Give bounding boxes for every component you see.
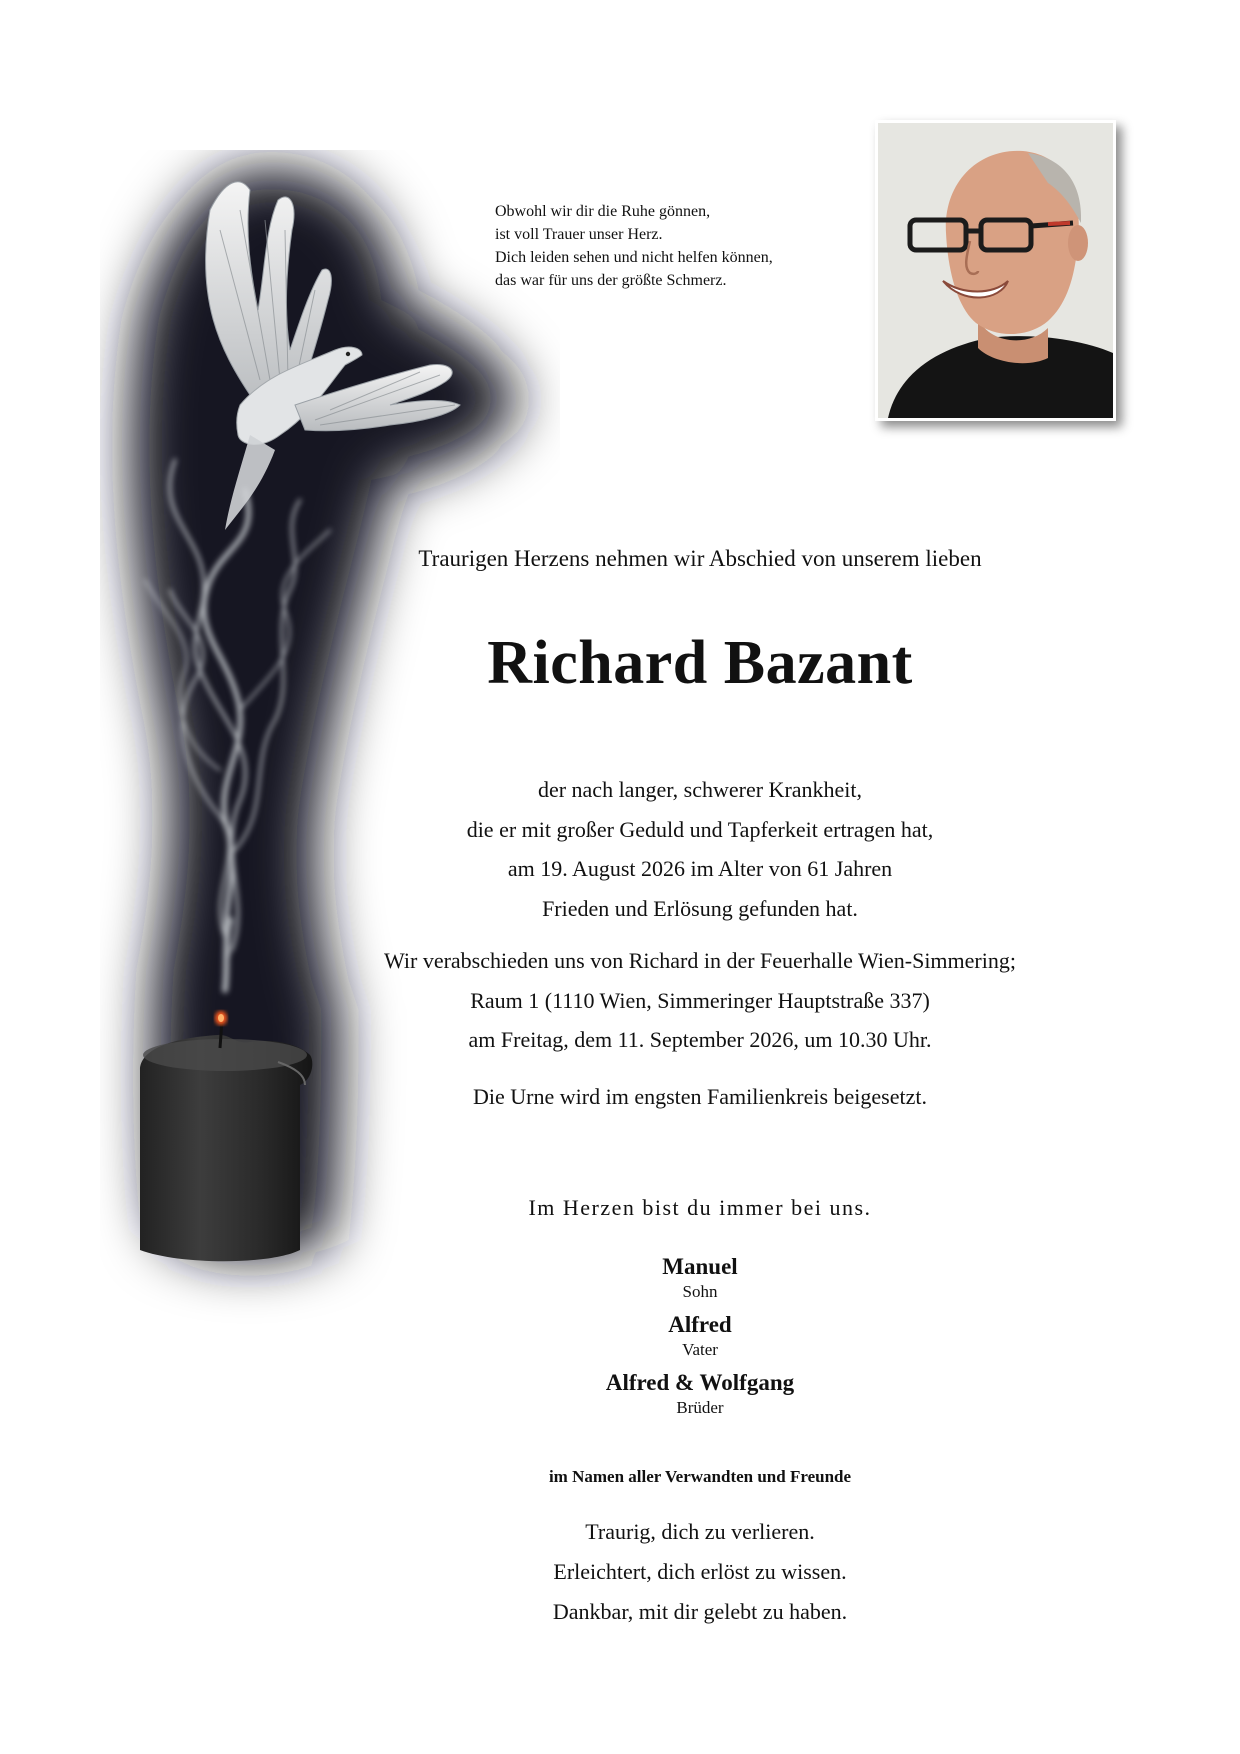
verse-line: ist voll Trauer unser Herz. [495, 226, 663, 243]
member-role: Brüder [676, 1398, 724, 1417]
details-line: am 19. August 2026 im Alter von 61 Jahren [507, 856, 893, 881]
ceremony-info [330, 941, 1070, 1060]
death-details [330, 770, 1070, 928]
intro-text: Traurigen Herzens nehmen wir Abschied von unserem lieben [418, 546, 982, 571]
on-behalf-note: im Namen aller Verwandten und Freunde [548, 1467, 852, 1486]
closing-line: Traurig, dich zu verlieren. [585, 1519, 815, 1544]
deceased-name: Richard Bazant [487, 629, 913, 697]
member-name: Alfred & Wolfgang [605, 1370, 795, 1395]
verse-line: das war für uns der größte Schmerz. [495, 272, 727, 289]
memorial-verse [495, 200, 855, 292]
portrait-photo [875, 120, 1116, 421]
member-name: Manuel [662, 1254, 738, 1279]
details-line: Frieden und Erlösung gefunden hat. [542, 895, 858, 921]
family-member [330, 1253, 1070, 1303]
member-name: Alfred [668, 1312, 732, 1337]
member-role: Sohn [682, 1282, 718, 1301]
closing-verse [330, 1512, 1070, 1632]
family-member [330, 1311, 1070, 1361]
dove-candle-artwork [100, 150, 560, 1330]
family-list [330, 1253, 1070, 1427]
ceremony-line: Raum 1 (1110 Wien, Simmeringer Hauptstraße 337) [470, 987, 930, 1013]
closing-line: Dankbar, mit dir gelebt zu haben. [552, 1599, 848, 1624]
ceremony-line: Wir verabschieden uns von Richard in der Feuerhalle Wien-Simmering; [384, 948, 1016, 973]
ceremony-line: am Freitag, dem 11. September 2026, um 10.30 Uhr. [468, 1027, 932, 1052]
member-role: Vater [682, 1340, 718, 1359]
closing-line: Erleichtert, dich erlöst zu wissen. [553, 1559, 847, 1584]
family-member [330, 1369, 1070, 1419]
verse-line: Obwohl wir dir die Ruhe gönnen, [495, 203, 711, 220]
urn-note: Die Urne wird im engsten Familienkreis beigesetzt. [473, 1084, 927, 1109]
motto: Im Herzen bist du immer bei uns. [528, 1195, 872, 1220]
details-line: die er mit großer Geduld und Tapferkeit ertragen hat, [466, 816, 934, 842]
details-line: der nach langer, schwerer Krankheit, [537, 777, 863, 802]
verse-line: Dich leiden sehen und nicht helfen können, [495, 249, 773, 266]
